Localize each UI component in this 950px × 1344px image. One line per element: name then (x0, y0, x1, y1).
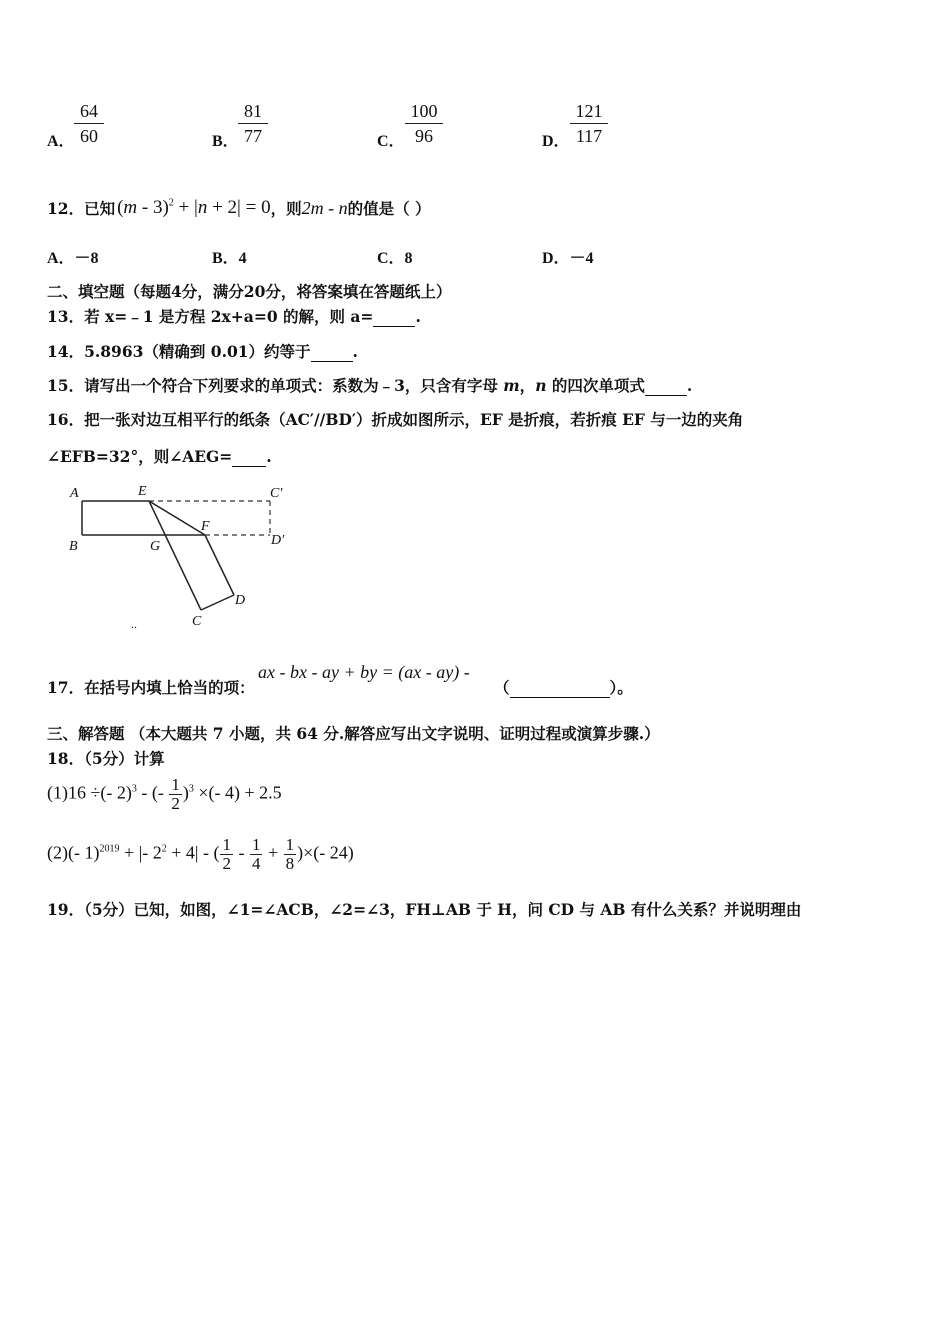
term: (2)(- 1) (47, 842, 100, 863)
q14-end: . (352, 342, 358, 361)
denominator: 77 (244, 126, 262, 146)
q15-text-1: 15．请写出一个符合下列要求的单项式：系数为﹣3，只含有字母 (47, 376, 504, 395)
denominator: 60 (80, 126, 98, 146)
var-m: m (503, 376, 520, 395)
q15-text-2: 的四次单项式 (546, 376, 645, 395)
q12-condition: (m - 3)$^2$ + |n + 2| = 0 (117, 197, 271, 218)
numerator: 1 (285, 835, 295, 854)
var-n: n (197, 197, 208, 218)
q17-answer (494, 676, 633, 698)
answer-blank (311, 342, 353, 362)
label-c-prime: C′ (270, 486, 283, 501)
term: )×(- 24) (297, 842, 354, 863)
q11-option-c-letter: C． (377, 133, 405, 150)
open-paren: （ (494, 678, 510, 697)
section-2-title: 二、填空题（每题4分，满分20分，将答案填在答题纸上） (47, 282, 452, 301)
exponent: 2 (168, 197, 174, 209)
numerator: 1 (222, 835, 231, 854)
exponent: 3 (188, 783, 194, 795)
q17-expression: ax - bx - ay + by = (ax - ay) - (258, 662, 470, 682)
label-b: B (69, 539, 78, 554)
q11-option-b-fraction (238, 101, 268, 147)
term: - (- (136, 782, 169, 803)
q11-option-b-letter: B． (212, 133, 239, 150)
q11-option-d-fraction (570, 101, 608, 147)
equals: = 0 (240, 197, 271, 218)
denominator: 96 (415, 126, 433, 146)
var-n: n (535, 376, 547, 395)
label-a: A (70, 486, 79, 501)
answer-blank (645, 376, 687, 396)
q18-expression-1 (47, 776, 282, 813)
answer-blank (232, 447, 266, 467)
plus: + (263, 842, 283, 863)
term: (1)16 ÷(- 2) (47, 782, 132, 803)
q14-text: 14．5.8963（精确到 0.01）约等于 (47, 342, 311, 361)
q13 (47, 305, 421, 327)
term: ) (182, 782, 189, 803)
fraction-eighth (284, 836, 297, 873)
numerator: 100 (405, 101, 443, 124)
term: + 4| - ( (166, 842, 220, 863)
q12-option-b: B．4 (212, 250, 247, 267)
term: ×(- 4) + 2.5 (193, 782, 282, 803)
q12-option-c: C．8 (377, 250, 413, 267)
numerator: 64 (74, 101, 104, 124)
q12-prefix: 12．已知 (47, 199, 116, 218)
label-g: G (150, 539, 161, 554)
q15-end: . (686, 376, 693, 395)
q17-prefix: 17．在括号内填上恰当的项： (47, 678, 255, 697)
fraction-half (220, 836, 233, 873)
q19-text: 19．（5分）已知，如图，∠1=∠ACB，∠2=∠3，FH⊥AB 于 H，问 CD 与 AB 有什么关系？并说明理由 (47, 900, 802, 919)
q12-suffix: 的值是（ ） (347, 199, 431, 218)
q16-line-1: 16．把一张对边互相平行的纸条（AC′//BD′）折成如图所示，EF 是折痕，若折痕 EF 与一边的夹角 (47, 410, 744, 429)
q12-option-a: A．－8 (47, 250, 99, 267)
exponent: 3 (131, 783, 137, 795)
q15 (47, 374, 692, 396)
edge-fd (205, 535, 234, 595)
denominator: 2 (171, 793, 180, 813)
q12-option-d: D．－4 (542, 250, 594, 267)
label-f: F (201, 519, 210, 534)
label-d-prime: D′ (271, 533, 285, 548)
term: + 2 (207, 197, 238, 218)
var-m: m (123, 197, 138, 218)
numerator: 1 (251, 835, 261, 854)
numerator: 1 (171, 775, 180, 794)
exponent: 2019 (99, 843, 120, 855)
q12-stem (47, 197, 431, 219)
term: - 3 (137, 197, 163, 218)
denominator: 117 (575, 126, 603, 146)
numerator: 121 (570, 101, 608, 124)
exponent: 2 (161, 843, 167, 855)
q16-line-2 (47, 445, 272, 467)
denominator: 8 (285, 853, 295, 873)
q18-title: 18．（5分）计算 (47, 749, 165, 768)
edge-cd (201, 595, 234, 610)
plus: + (173, 197, 195, 218)
q16-line-2-text: ∠EFB=32°，则∠AEG= (47, 447, 233, 466)
fraction-quarter (250, 836, 263, 873)
q11-option-a-letter: A． (47, 133, 75, 150)
stray-dots: .. (131, 617, 137, 631)
section-3-title: 三、解答题 （本大题共 7 小题，共 64 分.解答应写出文字说明、证明过程或演算步骤.） (47, 724, 660, 743)
folded-strip-figure (60, 478, 310, 633)
q14 (47, 340, 358, 362)
q12-mid: ，则 (270, 199, 302, 218)
q13-end: . (415, 307, 421, 326)
q16-end: . (266, 447, 272, 466)
term: + |- 2 (119, 842, 162, 863)
q11-option-a-fraction (74, 101, 104, 147)
label-e: E (138, 484, 147, 499)
label-c: C (192, 614, 202, 629)
answer-blank (373, 307, 415, 327)
q11-option-c-fraction (405, 101, 443, 147)
minus: - (233, 842, 249, 863)
label-d: D (235, 593, 246, 608)
fraction-half (169, 776, 182, 813)
q17-suffix: ）。 (609, 678, 633, 697)
denominator: 2 (222, 853, 231, 873)
denominator: 4 (251, 853, 261, 873)
q13-text: 13．若 x=﹣1 是方程 2x+a=0 的解，则 a= (47, 307, 374, 326)
q12-expr: 2m - n (301, 197, 348, 218)
q11-option-d-letter: D． (542, 133, 570, 150)
answer-blank (510, 678, 610, 698)
q18-expression-2 (47, 836, 354, 873)
numerator: 81 (238, 101, 268, 124)
comma: ， (519, 376, 536, 395)
